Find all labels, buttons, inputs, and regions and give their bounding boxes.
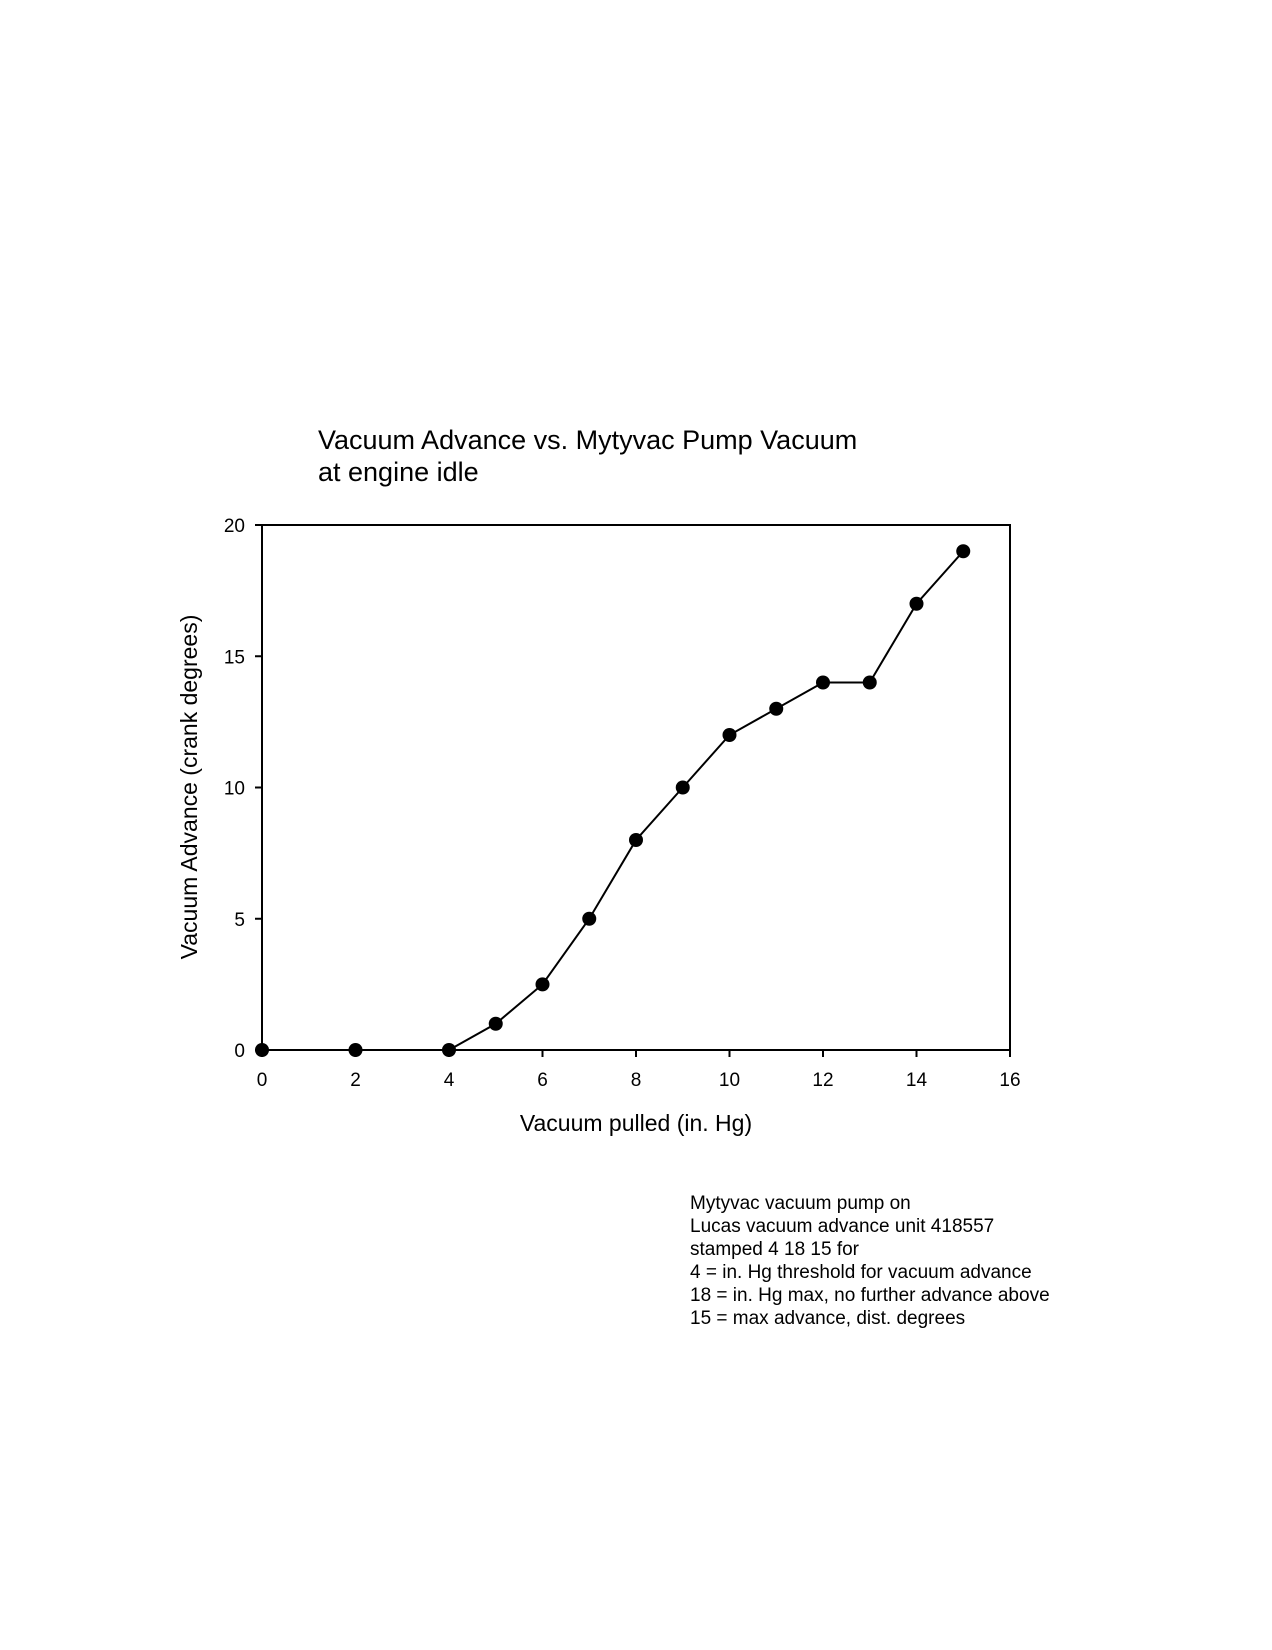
annotation-line: stamped 4 18 15 for xyxy=(690,1239,859,1260)
y-tick-label: 15 xyxy=(223,647,245,669)
annotation-line: 15 = max advance, dist. degrees xyxy=(690,1308,966,1329)
x-tick-label: 2 xyxy=(350,1070,361,1091)
data-point-marker xyxy=(676,781,690,795)
y-axis xyxy=(224,516,262,1062)
data-point-marker xyxy=(489,1017,503,1031)
series-line xyxy=(262,551,963,1050)
y-tick-label: 20 xyxy=(223,516,245,537)
x-axis xyxy=(257,1050,1021,1091)
data-point-marker xyxy=(769,702,783,716)
x-tick-label: 4 xyxy=(443,1070,455,1091)
x-axis-label: Vacuum pulled (in. Hg) xyxy=(519,1110,753,1136)
y-tick-label: 0 xyxy=(234,1041,245,1062)
x-tick-label: 14 xyxy=(905,1070,928,1091)
data-point-marker xyxy=(582,912,596,926)
x-tick-label: 10 xyxy=(718,1070,741,1091)
data-point-marker xyxy=(255,1043,269,1057)
annotation-line: Mytyvac vacuum pump on xyxy=(690,1193,911,1214)
chart-subtitle: at engine idle xyxy=(318,457,479,487)
data-point-marker xyxy=(629,833,643,847)
data-point-marker xyxy=(956,544,970,558)
chart-title: Vacuum Advance vs. Mytyvac Pump Vacuum xyxy=(318,425,858,455)
annotation-line: Lucas vacuum advance unit 418557 xyxy=(690,1216,995,1237)
x-tick-label: 12 xyxy=(812,1070,834,1091)
data-point-marker xyxy=(349,1043,363,1057)
plot-frame xyxy=(262,525,1010,1050)
data-point-marker xyxy=(536,977,550,991)
data-point-marker xyxy=(442,1043,456,1057)
y-tick-label: 5 xyxy=(234,909,245,931)
annotation-line: 18 = in. Hg max, no further advance above xyxy=(690,1285,1050,1306)
annotation-note xyxy=(690,1192,1050,1330)
x-tick-label: 6 xyxy=(537,1070,548,1091)
y-axis-label: Vacuum Advance (crank degrees) xyxy=(176,614,202,960)
y-tick-label: 10 xyxy=(223,778,245,800)
x-tick-label: 0 xyxy=(256,1070,268,1091)
x-tick-label: 16 xyxy=(999,1070,1021,1091)
data-point-marker xyxy=(816,676,830,690)
data-point-marker xyxy=(910,597,924,611)
data-point-marker xyxy=(863,676,877,690)
x-tick-label: 8 xyxy=(630,1070,642,1091)
data-series xyxy=(255,544,970,1057)
annotation-line: 4 = in. Hg threshold for vacuum advance xyxy=(690,1262,1032,1283)
data-point-marker xyxy=(723,728,737,742)
